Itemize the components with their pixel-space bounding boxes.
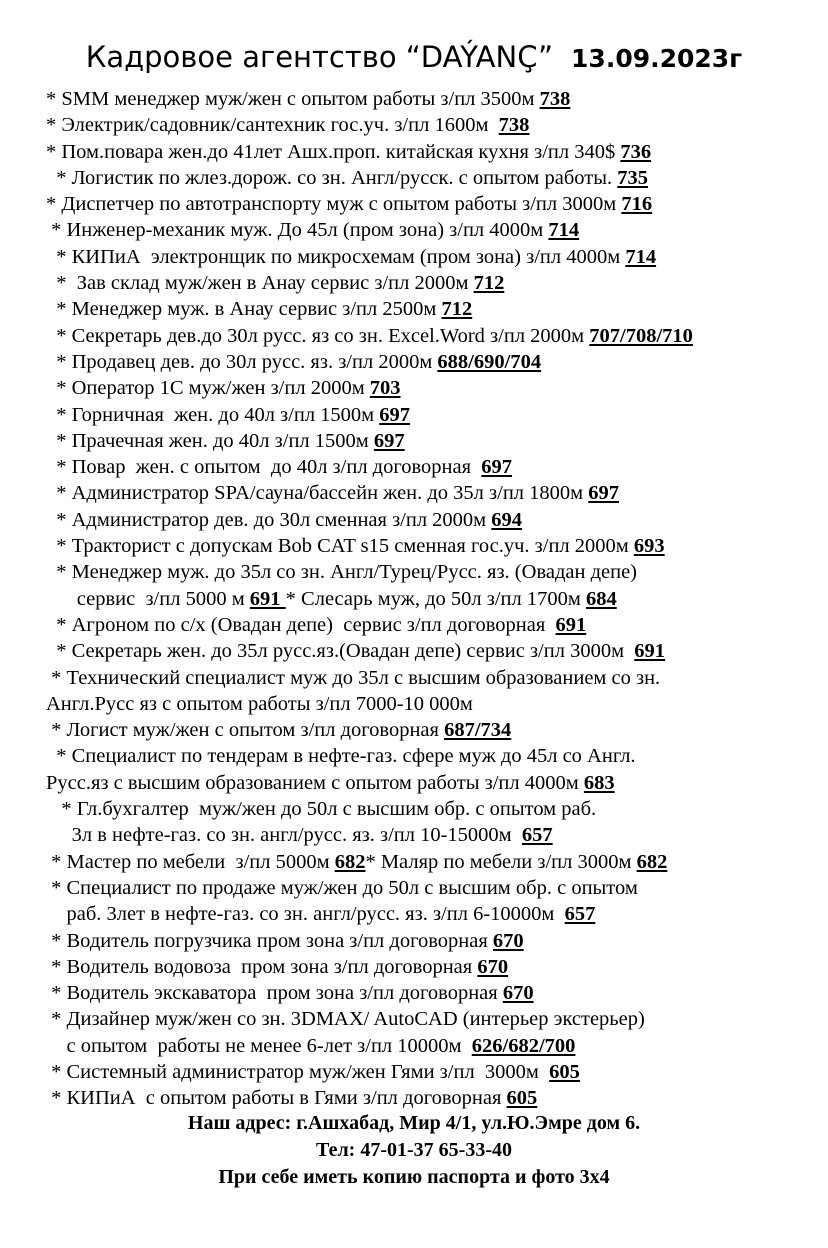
vacancy-code: 703 — [369, 377, 401, 400]
vacancy-text: * Маляр по мебели з/пл 3000м — [365, 850, 637, 873]
vacancy-code: 683 — [583, 771, 615, 794]
vacancy-text: * Оператор 1С муж/жен з/пл 2000м — [46, 377, 370, 400]
vacancy-line — [46, 428, 816, 454]
vacancy-code: 697 — [588, 482, 620, 505]
vacancy-line — [46, 875, 816, 901]
vacancy-text: * КИПиА электронщик по микросхемам (пром зона) з/пл 4000м — [46, 245, 626, 268]
vacancy-code: 684 — [585, 587, 617, 610]
vacancy-code: 736 — [620, 140, 652, 163]
office-address: Наш адрес: г.Ашхабад, Мир 4/1, ул.Ю.Эмре дом 6. — [187, 1112, 641, 1134]
vacancy-line — [46, 349, 816, 375]
vacancy-line — [46, 375, 816, 401]
vacancy-text: 3л в нефте-газ. со зн. англ/русс. яз. з/пл 10-15000м — [46, 824, 522, 847]
vacancy-code: 712 — [473, 272, 505, 295]
contact-footer — [0, 1110, 828, 1191]
vacancy-line — [46, 822, 816, 848]
vacancy-line — [46, 296, 816, 322]
vacancy-line — [46, 139, 816, 165]
documents-note: При себе иметь копию паспорта и фото 3х4 — [218, 1166, 610, 1188]
vacancy-code: 697 — [481, 456, 513, 479]
vacancy-code: 682 — [334, 850, 366, 873]
vacancy-line — [46, 507, 816, 533]
vacancy-text: раб. 3лет в нефте-газ. со зн. англ/русс. яз. з/пл 6-10000м — [46, 903, 565, 926]
vacancy-text: * Зав склад муж/жен в Анау сервис з/пл 2000м — [46, 272, 474, 295]
vacancy-text: * Администратор дев. до 30л сменная з/пл 2000м — [46, 508, 492, 531]
vacancy-line — [46, 533, 816, 559]
vacancy-text: * Секретарь жен. до 35л русс.яз.(Овадан депе) сервис з/пл 3000м — [46, 640, 635, 663]
vacancy-code: 688/690/704 — [437, 350, 542, 373]
vacancy-line — [46, 244, 816, 270]
vacancy-line — [46, 928, 816, 954]
vacancy-text: * Системный администратор муж/жен Гями з/пл 3000м — [46, 1060, 550, 1083]
vacancy-code: 657 — [521, 824, 553, 847]
vacancy-code: 691 — [634, 640, 666, 663]
vacancy-line — [46, 586, 816, 612]
vacancy-code: 691 — [555, 613, 587, 636]
vacancy-text: сервис з/пл 5000 м — [46, 587, 250, 610]
vacancy-line — [46, 612, 816, 638]
vacancy-line — [46, 217, 816, 243]
vacancy-text: Англ.Русс яз с опытом работы з/пл 7000-10 000м — [46, 692, 473, 715]
vacancy-code: 697 — [379, 403, 411, 426]
vacancy-text: * Электрик/садовник/сантехник гос.уч. з/пл 1600м — [46, 114, 499, 137]
vacancy-text: * Агроном по с/х (Овадан депе) сервис з/пл договорная — [46, 613, 556, 636]
vacancy-code: 693 — [633, 535, 665, 558]
vacancy-code: 670 — [492, 929, 524, 952]
vacancy-line — [46, 1006, 816, 1032]
listing-date: 13.09.2023г — [571, 44, 743, 73]
vacancy-code: 707/708/710 — [589, 324, 693, 347]
vacancy-code: 738 — [539, 88, 571, 110]
vacancy-text: * SMM менеджер муж/жен с опытом работы з/пл 3500м — [46, 88, 540, 110]
vacancy-code: 657 — [564, 903, 596, 926]
vacancy-text: Русс.яз с высшим образованием с опытом работы з/пл 4000м — [46, 771, 584, 794]
vacancy-line — [46, 112, 816, 138]
vacancy-line — [46, 402, 816, 428]
vacancy-code: 716 — [621, 193, 653, 216]
vacancy-line — [46, 638, 816, 664]
vacancy-text: * Водитель водовоза пром зона з/пл договорная — [46, 955, 478, 978]
vacancy-line — [46, 480, 816, 506]
vacancy-line — [46, 1059, 816, 1085]
vacancy-code: 682 — [636, 850, 668, 873]
vacancy-line — [46, 454, 816, 480]
vacancy-line — [46, 270, 816, 296]
vacancy-line — [46, 954, 816, 980]
vacancy-code: 714 — [625, 245, 657, 268]
vacancy-code: 697 — [373, 429, 405, 452]
vacancy-text: * Мастер по мебели з/пл 5000м — [46, 850, 335, 873]
vacancy-code: 738 — [498, 114, 530, 137]
vacancy-code: 626/682/700 — [471, 1034, 576, 1057]
vacancy-line — [46, 191, 816, 217]
vacancy-text: с опытом работы не менее 6-лет з/пл 10000м — [46, 1034, 472, 1057]
vacancy-line — [46, 559, 816, 585]
vacancy-text: * Диспетчер по автотранспорту муж с опытом работы з/пл 3000м — [46, 193, 622, 216]
vacancy-line — [46, 901, 816, 927]
agency-title: Кадровое агентство “DAÝANÇ” — [85, 40, 554, 74]
vacancy-line — [46, 665, 816, 691]
vacancy-text: * Менеджер муж. в Анау сервис з/пл 2500м — [46, 298, 442, 321]
phone-numbers: Тел: 47-01-37 65-33-40 — [316, 1139, 512, 1161]
vacancy-text: * Дизайнер муж/жен со зн. 3DMAX/ AutoCAD (интерьер экстерьер) — [46, 1008, 645, 1031]
vacancy-text: * Водитель погрузчика пром зона з/пл договорная — [46, 929, 493, 952]
vacancy-text: * Гл.бухгалтер муж/жен до 50л с высшим обр. с опытом раб. — [46, 798, 597, 821]
vacancy-list — [46, 86, 816, 1112]
vacancy-code: 712 — [441, 298, 473, 321]
vacancy-text: * Логистик по жлез.дорож. со зн. Англ/русск. с опытом работы. — [46, 166, 618, 189]
vacancy-line — [46, 1033, 816, 1059]
vacancy-code: 714 — [548, 219, 580, 242]
vacancy-line — [46, 86, 816, 112]
page-header — [0, 40, 828, 74]
vacancy-text: * Технический специалист муж до 35л с высшим образованием со зн. — [46, 666, 661, 689]
vacancy-line — [46, 743, 816, 769]
vacancy-line — [46, 770, 816, 796]
vacancy-line — [46, 717, 816, 743]
vacancy-code: 670 — [477, 955, 509, 978]
vacancy-code: 605 — [506, 1087, 538, 1110]
vacancy-text: * Горничная жен. до 40л з/пл 1500м — [46, 403, 380, 426]
vacancy-line — [46, 691, 816, 717]
vacancy-line — [46, 849, 816, 875]
vacancy-code: 694 — [491, 508, 523, 531]
vacancy-text: * Водитель экскаватора пром зона з/пл договорная — [46, 982, 503, 1005]
vacancy-text: * Пом.повара жен.до 41лет Ашх.проп. китайская кухня з/пл 340$ — [46, 140, 621, 163]
vacancy-text: * Специалист по тендерам в нефте-газ. сфере муж до 45л со Англ. — [46, 745, 636, 768]
vacancy-text: * Инженер-механик муж. До 45л (пром зона) з/пл 4000м — [46, 219, 549, 242]
vacancy-text: * Менеджер муж. до 35л со зн. Англ/Турец/Русс. яз. (Овадан депе) — [46, 561, 637, 584]
vacancy-text: * Продавец дев. до 30л русс. яз. з/пл 2000м — [46, 350, 438, 373]
vacancy-line — [46, 796, 816, 822]
vacancy-text: * Повар жен. с опытом до 40л з/пл договорная — [46, 456, 482, 479]
vacancy-code: 605 — [549, 1060, 580, 1083]
vacancy-code: 691 — [249, 587, 286, 610]
vacancy-line — [46, 1085, 816, 1111]
vacancy-text: * Администратор SPA/сауна/бассейн жен. до 35л з/пл 1800м — [46, 482, 589, 505]
vacancy-text: * Секретарь дев.до 30л русс. яз со зн. Excel.Word з/пл 2000м — [46, 324, 590, 347]
vacancy-code: 735 — [617, 166, 649, 189]
vacancy-line — [46, 323, 816, 349]
vacancy-line — [46, 980, 816, 1006]
vacancy-line — [46, 165, 816, 191]
vacancy-text: * Логист муж/жен с опытом з/пл договорная — [46, 719, 445, 742]
vacancy-text: * Прачечная жен. до 40л з/пл 1500м — [46, 429, 374, 452]
vacancy-text: * Тракторист с допускам Bob CAT s15 сменная гос.уч. з/пл 2000м — [46, 535, 634, 558]
vacancy-code: 670 — [502, 982, 534, 1005]
vacancy-text: * Специалист по продаже муж/жен до 50л с высшим обр. с опытом — [46, 876, 638, 899]
vacancy-code: 687/734 — [444, 719, 512, 742]
vacancy-text: * КИПиА с опытом работы в Гями з/пл договорная — [46, 1087, 507, 1110]
vacancy-text: * Слесарь муж, до 50л з/пл 1700м — [285, 587, 586, 610]
